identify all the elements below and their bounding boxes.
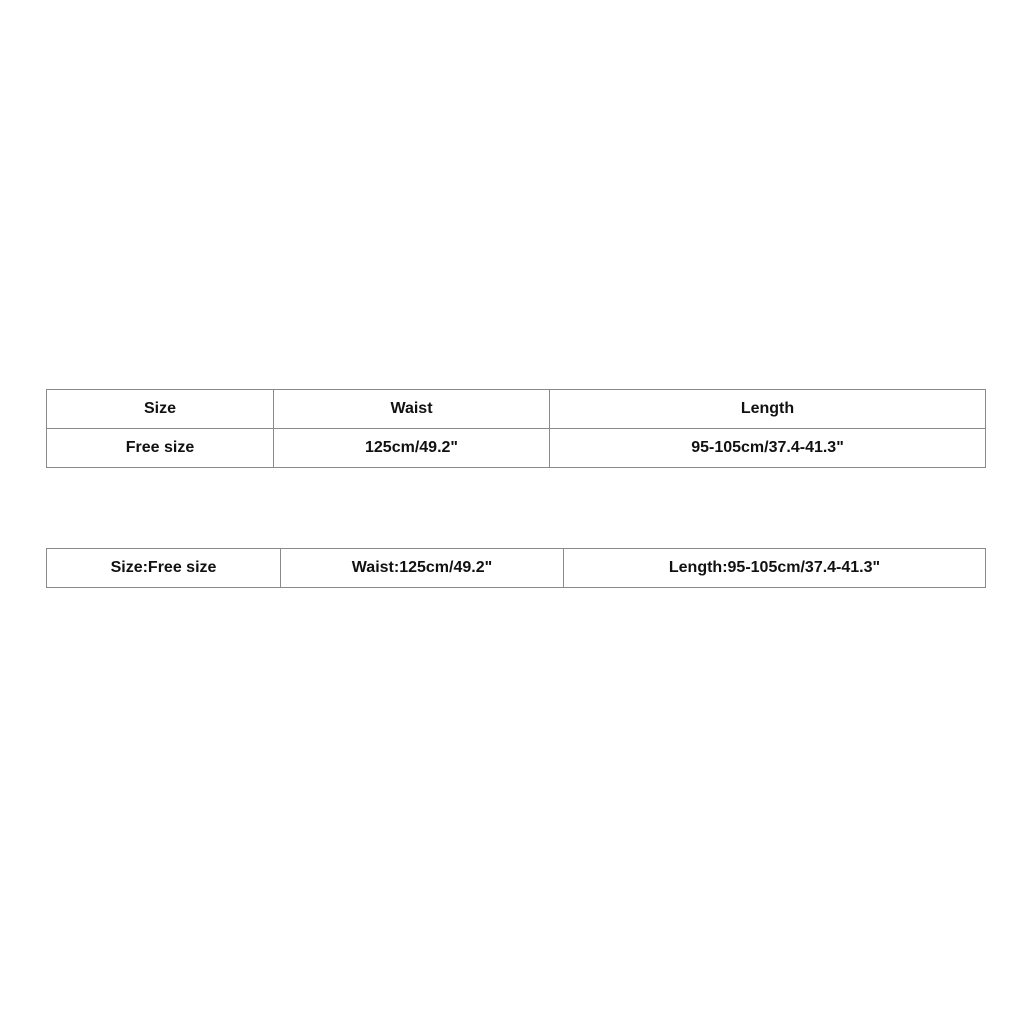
header-size: Size — [47, 390, 274, 429]
summary-length-cell: Length:95-105cm/37.4-41.3" — [564, 549, 986, 588]
summary-size-cell: Size:Free size — [47, 549, 281, 588]
cell-size-value: Free size — [47, 429, 274, 468]
table-header-row — [47, 390, 986, 429]
cell-length-value: 95-105cm/37.4-41.3" — [550, 429, 986, 468]
table-row — [47, 549, 986, 588]
size-chart-table — [46, 389, 986, 468]
table-row — [47, 429, 986, 468]
cell-waist-value: 125cm/49.2" — [274, 429, 550, 468]
summary-waist-cell: Waist:125cm/49.2" — [281, 549, 564, 588]
size-summary-table — [46, 548, 986, 588]
header-length: Length — [550, 390, 986, 429]
header-waist: Waist — [274, 390, 550, 429]
